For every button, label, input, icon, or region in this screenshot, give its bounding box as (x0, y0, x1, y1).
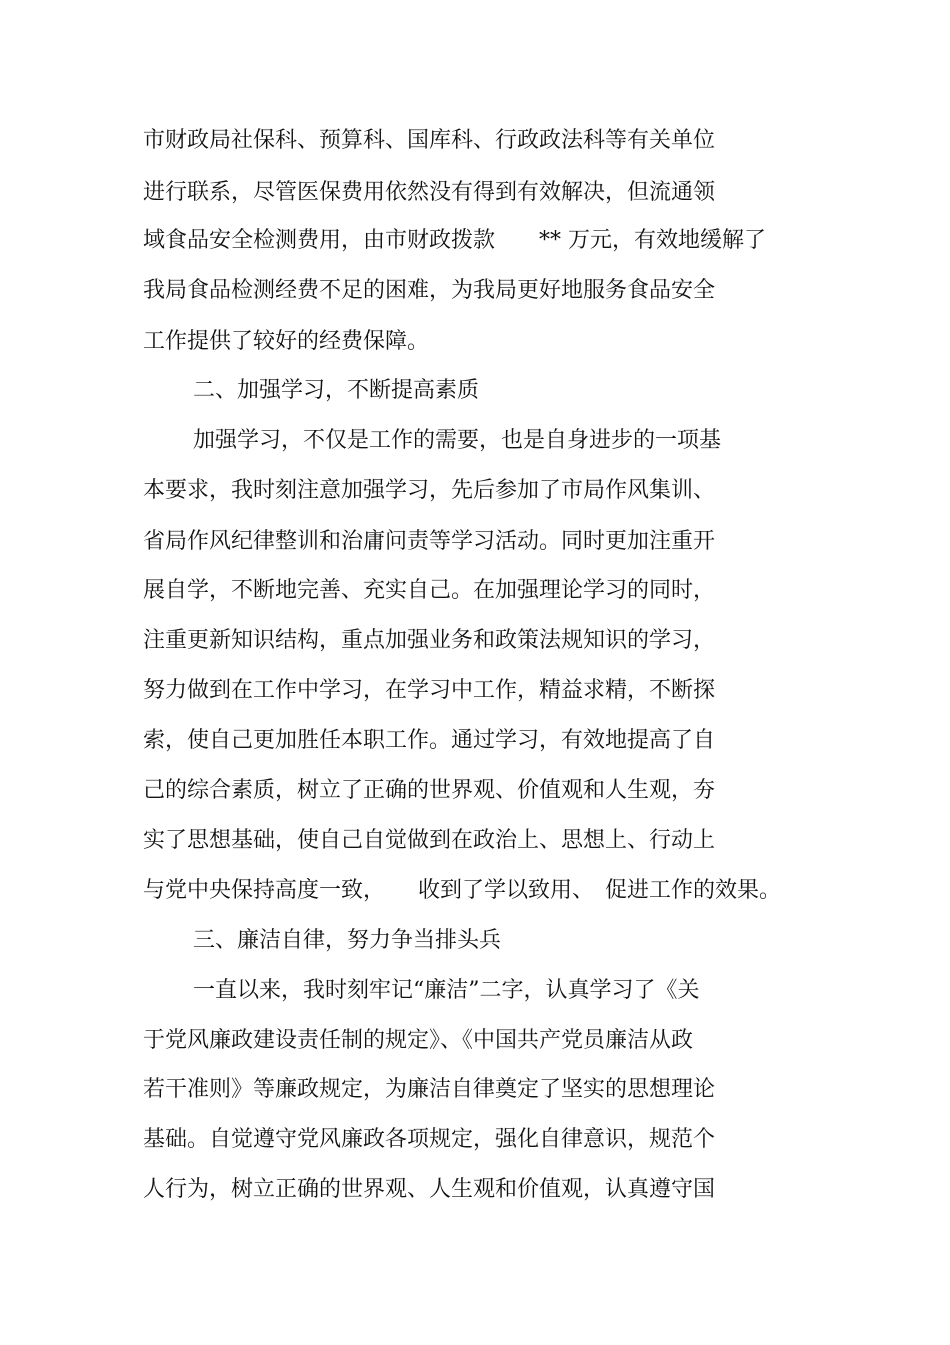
text-line: 市财政局社保科、预算科、国库科、行政政法科等有关单位 (143, 128, 716, 153)
text-line: 展自学，不断地完善、充实自己。在加强理论学习的同时， (143, 578, 716, 603)
text-line: 己的综合素质，树立了正确的世界观、价值观和人生观，夯 (143, 778, 716, 803)
text-line: 工作提供了较好的经费保障。 (143, 329, 430, 354)
text-line: 进行联系，尽管医保费用依然没有得到有效解决，但流通领 (143, 180, 716, 205)
text-line: 省局作风纪律整训和治庸问责等学习活动。同时更加注重开 (143, 529, 716, 554)
text-line: 实了思想基础，使自己自觉做到在政治上、思想上、行动上 (143, 828, 716, 853)
text-line: 注重更新知识结构，重点加强业务和政策法规知识的学习， (143, 628, 716, 653)
section-heading: 二、加强学习，不断提高素质 (193, 378, 480, 403)
text-line: 本要求，我时刻注意加强学习，先后参加了市局作风集训、 (143, 478, 716, 503)
text-line: 索，使自己更加胜任本职工作。通过学习，有效地提高了自 (143, 728, 716, 753)
text-line: 人行为，树立正确的世界观、人生观和价值观，认真遵守国 (143, 1177, 716, 1202)
text-line: 域食品安全检测费用，由市财政拨款 ** 万元，有效地缓解了 (143, 228, 766, 253)
text-line: 我局食品检测经费不足的困难，为我局更好地服务食品安全 (143, 278, 716, 303)
text-line: 基础。自觉遵守党风廉政各项规定，强化自律意识，规范个 (143, 1127, 716, 1152)
text-line: 一直以来，我时刻牢记“廉洁”二字，认真学习了《关 (193, 978, 700, 1003)
text-line: 加强学习，不仅是工作的需要，也是自身进步的一项基 (193, 428, 722, 453)
text-line: 若干准则》等廉政规定，为廉洁自律奠定了坚实的思想理论 (143, 1077, 716, 1102)
text-line: 于党风廉政建设责任制的规定》、《中国共产党员廉洁从政 (143, 1028, 694, 1053)
section-heading: 三、廉洁自律，努力争当排头兵 (193, 928, 502, 953)
text-line: 与党中央保持高度一致， 收到了学以致用、 促进工作的效果。 (143, 878, 782, 903)
text-line: 努力做到在工作中学习，在学习中工作，精益求精，不断探 (143, 678, 716, 703)
